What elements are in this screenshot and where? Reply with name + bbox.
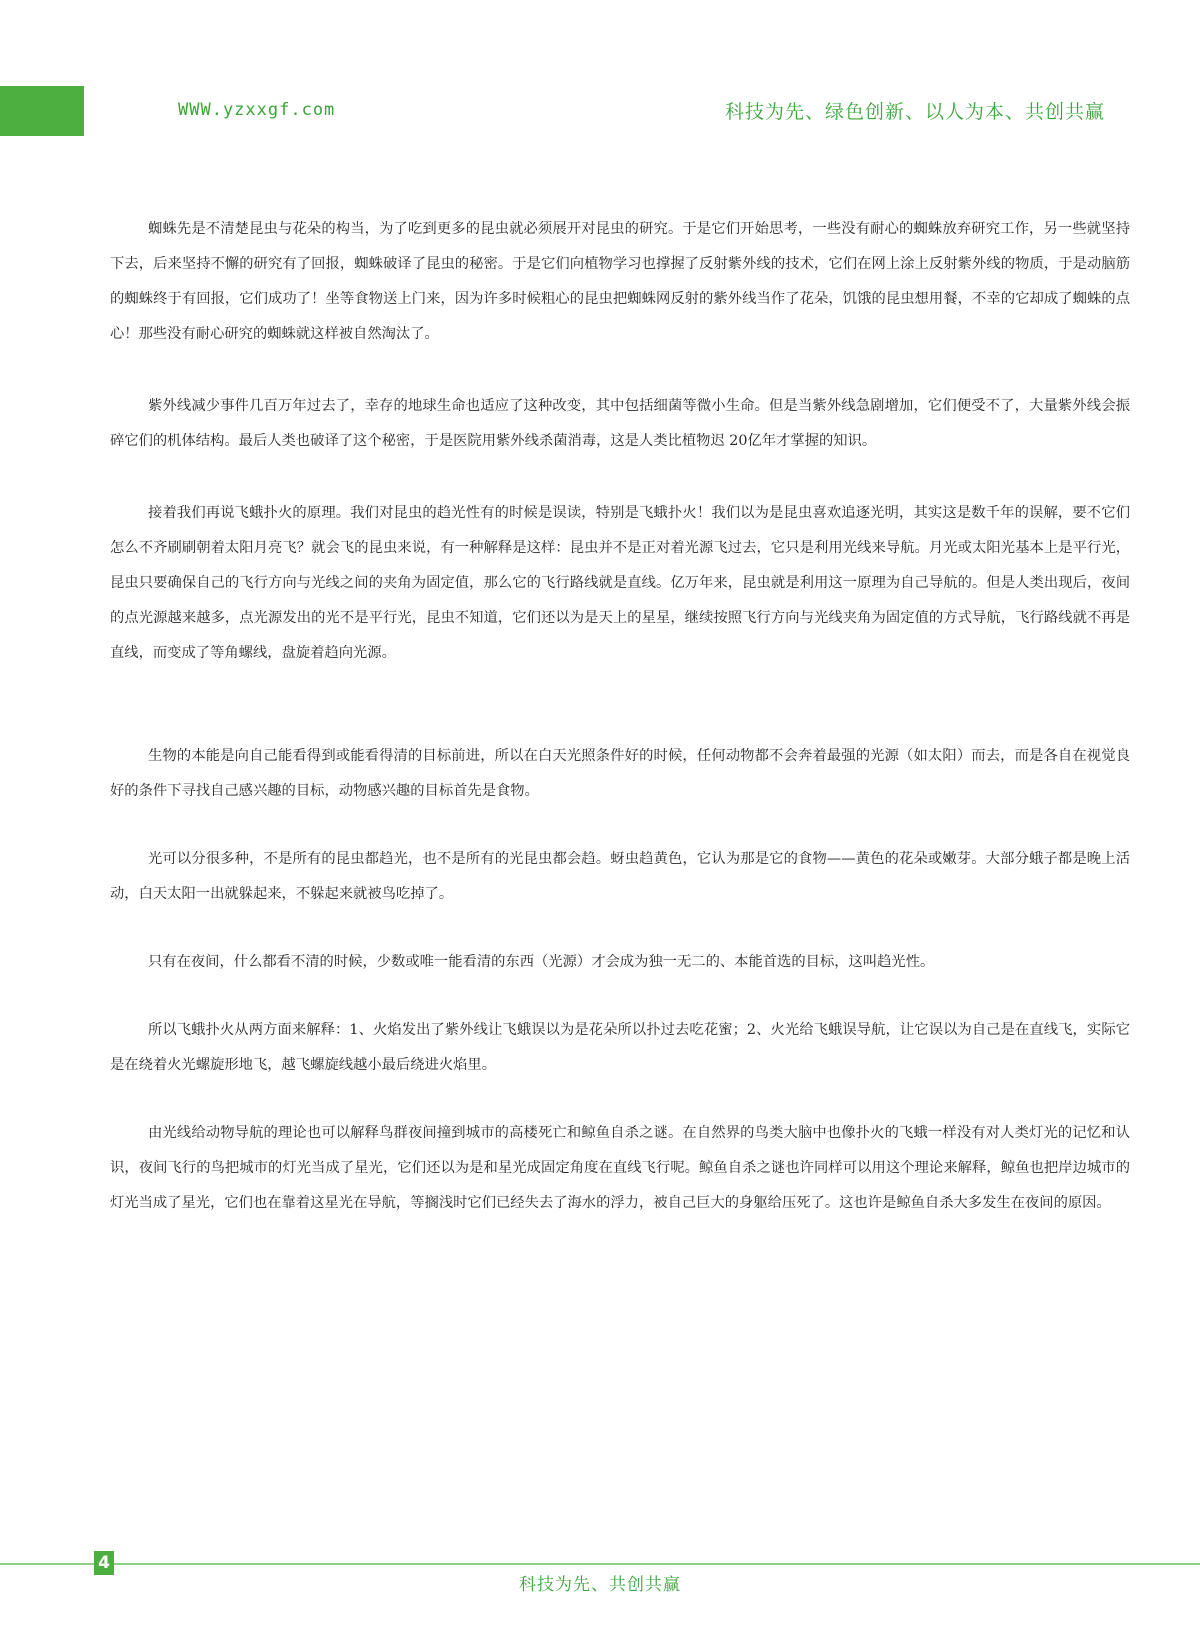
- footer-divider: [0, 1563, 1200, 1565]
- footer-slogan: 科技为先、共创共赢: [519, 1575, 681, 1595]
- paragraph-spider: 蜘蛛先是不清楚昆虫与花朵的构当，为了吃到更多的昆虫就必须展开对昆虫的研究。于是它们开始思考，一些没有耐心的蜘蛛放弃研究工作，另一些就坚持下去，后来坚持不懈的研究有了回报，蜘蛛破译了昆虫的秘密。于是它们向植物学习也撑握了反射紫外线的技术，它们在网上涂上反射紫外线的物质，于是动脑筋的蜘蛛终于有回报，它们成功了！坐等食物送上门来，因为许多时候粗心的昆虫把蜘蛛网反射的紫外线当作了花朵，饥饿的昆虫想用餐，不幸的它却成了蜘蛛的点心！那些没有耐心研究的蜘蛛就这样被自然淘汰了。: [110, 221, 1130, 342]
- header-slogan: 科技为先、绿色创新、以人为本、共创共赢: [724, 101, 1105, 123]
- paragraph-explanation: 所以飞蛾扑火从两方面来解释：1、火焰发出了紫外线让飞蛾误以为是花朵所以扑过去吃花蜜；2、火光给飞蛾误导航，让它误以为自己是在直线飞，实际它是在绕着火光螺旋形地飞，越飞螺旋线越小最后绕进火焰里。: [110, 1022, 1130, 1073]
- paragraph-birds-whales: 由光线给动物导航的理论也可以解释鸟群夜间撞到城市的高楼死亡和鲸鱼自杀之谜。在自然界的鸟类大脑中也像扑火的飞蛾一样没有对人类灯光的记忆和认识，夜间飞行的鸟把城市的灯光当成了星光，它们还以为是和星光成固定角度在直线飞行呢。鲸鱼自杀之谜也许同样可以用这个理论来解释，鲸鱼也把岸边城市的灯光当成了星光，它们也在靠着这星光在导航，等搁浅时它们已经失去了海水的浮力，被自己巨大的身躯给压死了。这也许是鲸鱼自杀大多发生在夜间的原因。: [110, 1125, 1130, 1211]
- paragraph-ultraviolet: 紫外线减少事件几百万年过去了，幸存的地球生命也适应了这种改变，其中包括细菌等微小生命。但是当紫外线急剧增加，它们便受不了，大量紫外线会振碎它们的机体结构。最后人类也破译了这个秘密，于是医院用紫外线杀菌消毒，这是人类比植物迟 20亿年才掌握的知识。: [110, 398, 1130, 449]
- article-body: [110, 212, 1130, 1221]
- paragraph-light-types: 光可以分很多种，不是所有的昆虫都趋光，也不是所有的光昆虫都会趋。蚜虫趋黄色，它认为那是它的食物——黄色的花朵或嫩芽。大部分蛾子都是晚上活动，白天太阳一出就躲起来，不躲起来就被鸟吃掉了。: [110, 851, 1130, 902]
- paragraph-phototaxis: 只有在夜间，什么都看不清的时候，少数或唯一能看清的东西（光源）才会成为独一无二的、本能首选的目标，这叫趋光性。: [148, 954, 935, 970]
- paragraph-moth-flame: 接着我们再说飞蛾扑火的原理。我们对昆虫的趋光性有的时候是误读，特别是飞蛾扑火！我们以为是昆虫喜欢追逐光明，其实这是数千年的误解，要不它们怎么不齐刷刷朝着太阳月亮飞？就会飞的昆虫来说，有一种解释是这样：昆虫并不是正对着光源飞过去，它只是利用光线来导航。月光或太阳光基本上是平行光，昆虫只要确保自己的飞行方向与光线之间的夹角为固定值，那么它的飞行路线就是直线。亿万年来，昆虫就是利用这一原理为自己导航的。但是人类出现后，夜间的点光源越来越多，点光源发出的光不是平行光，昆虫不知道，它们还以为是天上的星星，继续按照飞行方向与光线夹角为固定值的方式导航，飞行路线就不再是直线，而变成了等角螺线，盘旋着趋向光源。: [110, 505, 1130, 661]
- header-accent-block: [0, 86, 84, 136]
- page-number: 4: [94, 1551, 114, 1575]
- site-url: WWW.yzxxgf.com: [178, 100, 336, 120]
- paragraph-instinct: 生物的本能是向自己能看得到或能看得清的目标前进，所以在白天光照条件好的时候，任何动物都不会奔着最强的光源（如太阳）而去，而是各自在视觉良好的条件下寻找自己感兴趣的目标，动物感兴趣的目标首先是食物。: [110, 748, 1130, 799]
